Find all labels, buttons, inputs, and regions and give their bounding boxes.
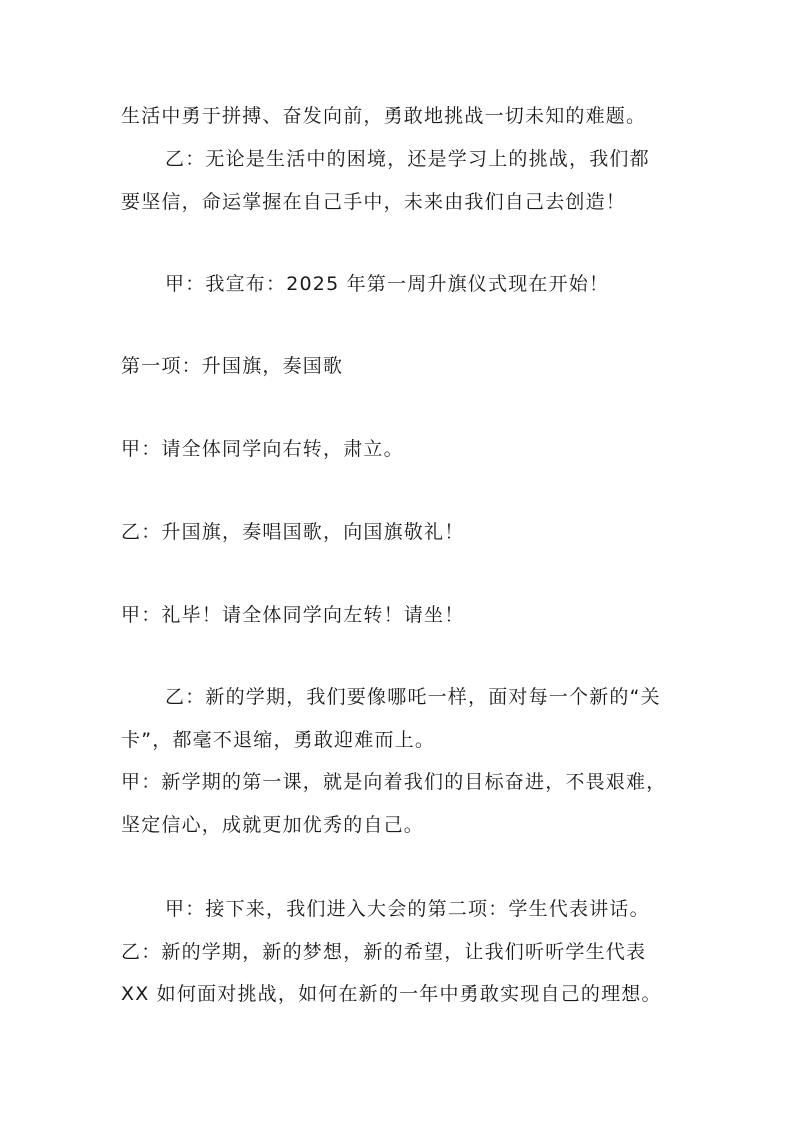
paragraph-line: 要坚信，命运掌握在自己手中，未来由我们自己去创造！ bbox=[121, 191, 627, 213]
section-heading: 第一项：升国旗，奏国歌 bbox=[121, 355, 344, 377]
paragraph-line: 生活中勇于拼搏、奋发向前，勇敢地挑战一切未知的难题。 bbox=[121, 105, 647, 127]
paragraph-line: 甲：请全体同学向右转，肃立。 bbox=[121, 438, 404, 460]
paragraph-line: 乙：新的学期，我们要像哪吒一样，面对每一个新的“关 bbox=[165, 686, 661, 708]
paragraph-line: 甲：新学期的第一课，就是向着我们的目标奋进，不畏艰难， bbox=[121, 771, 667, 793]
paragraph-line: 甲：礼毕！请全体同学向左转！请坐！ bbox=[121, 604, 465, 626]
paragraph-line: 乙：升国旗，奏唱国歌，向国旗敬礼！ bbox=[121, 521, 465, 543]
paragraph-line: 乙：新的学期，新的梦想，新的希望，让我们听听学生代表 bbox=[121, 941, 647, 963]
paragraph-line: XX 如何面对挑战，如何在新的一年中勇敢实现自己的理想。 bbox=[121, 983, 662, 1005]
paragraph-line: 卡”，都毫不退缩，勇敢迎难而上。 bbox=[121, 729, 436, 751]
paragraph-line: 甲：接下来，我们进入大会的第二项：学生代表讲话。 bbox=[165, 898, 650, 920]
paragraph-line: 坚定信心，成就更加优秀的自己。 bbox=[121, 814, 425, 836]
paragraph-line: 甲：我宣布：2025 年第一周升旗仪式现在开始！ bbox=[165, 273, 610, 295]
paragraph-line: 乙：无论是生活中的困境，还是学习上的挑战，我们都 bbox=[165, 148, 650, 170]
